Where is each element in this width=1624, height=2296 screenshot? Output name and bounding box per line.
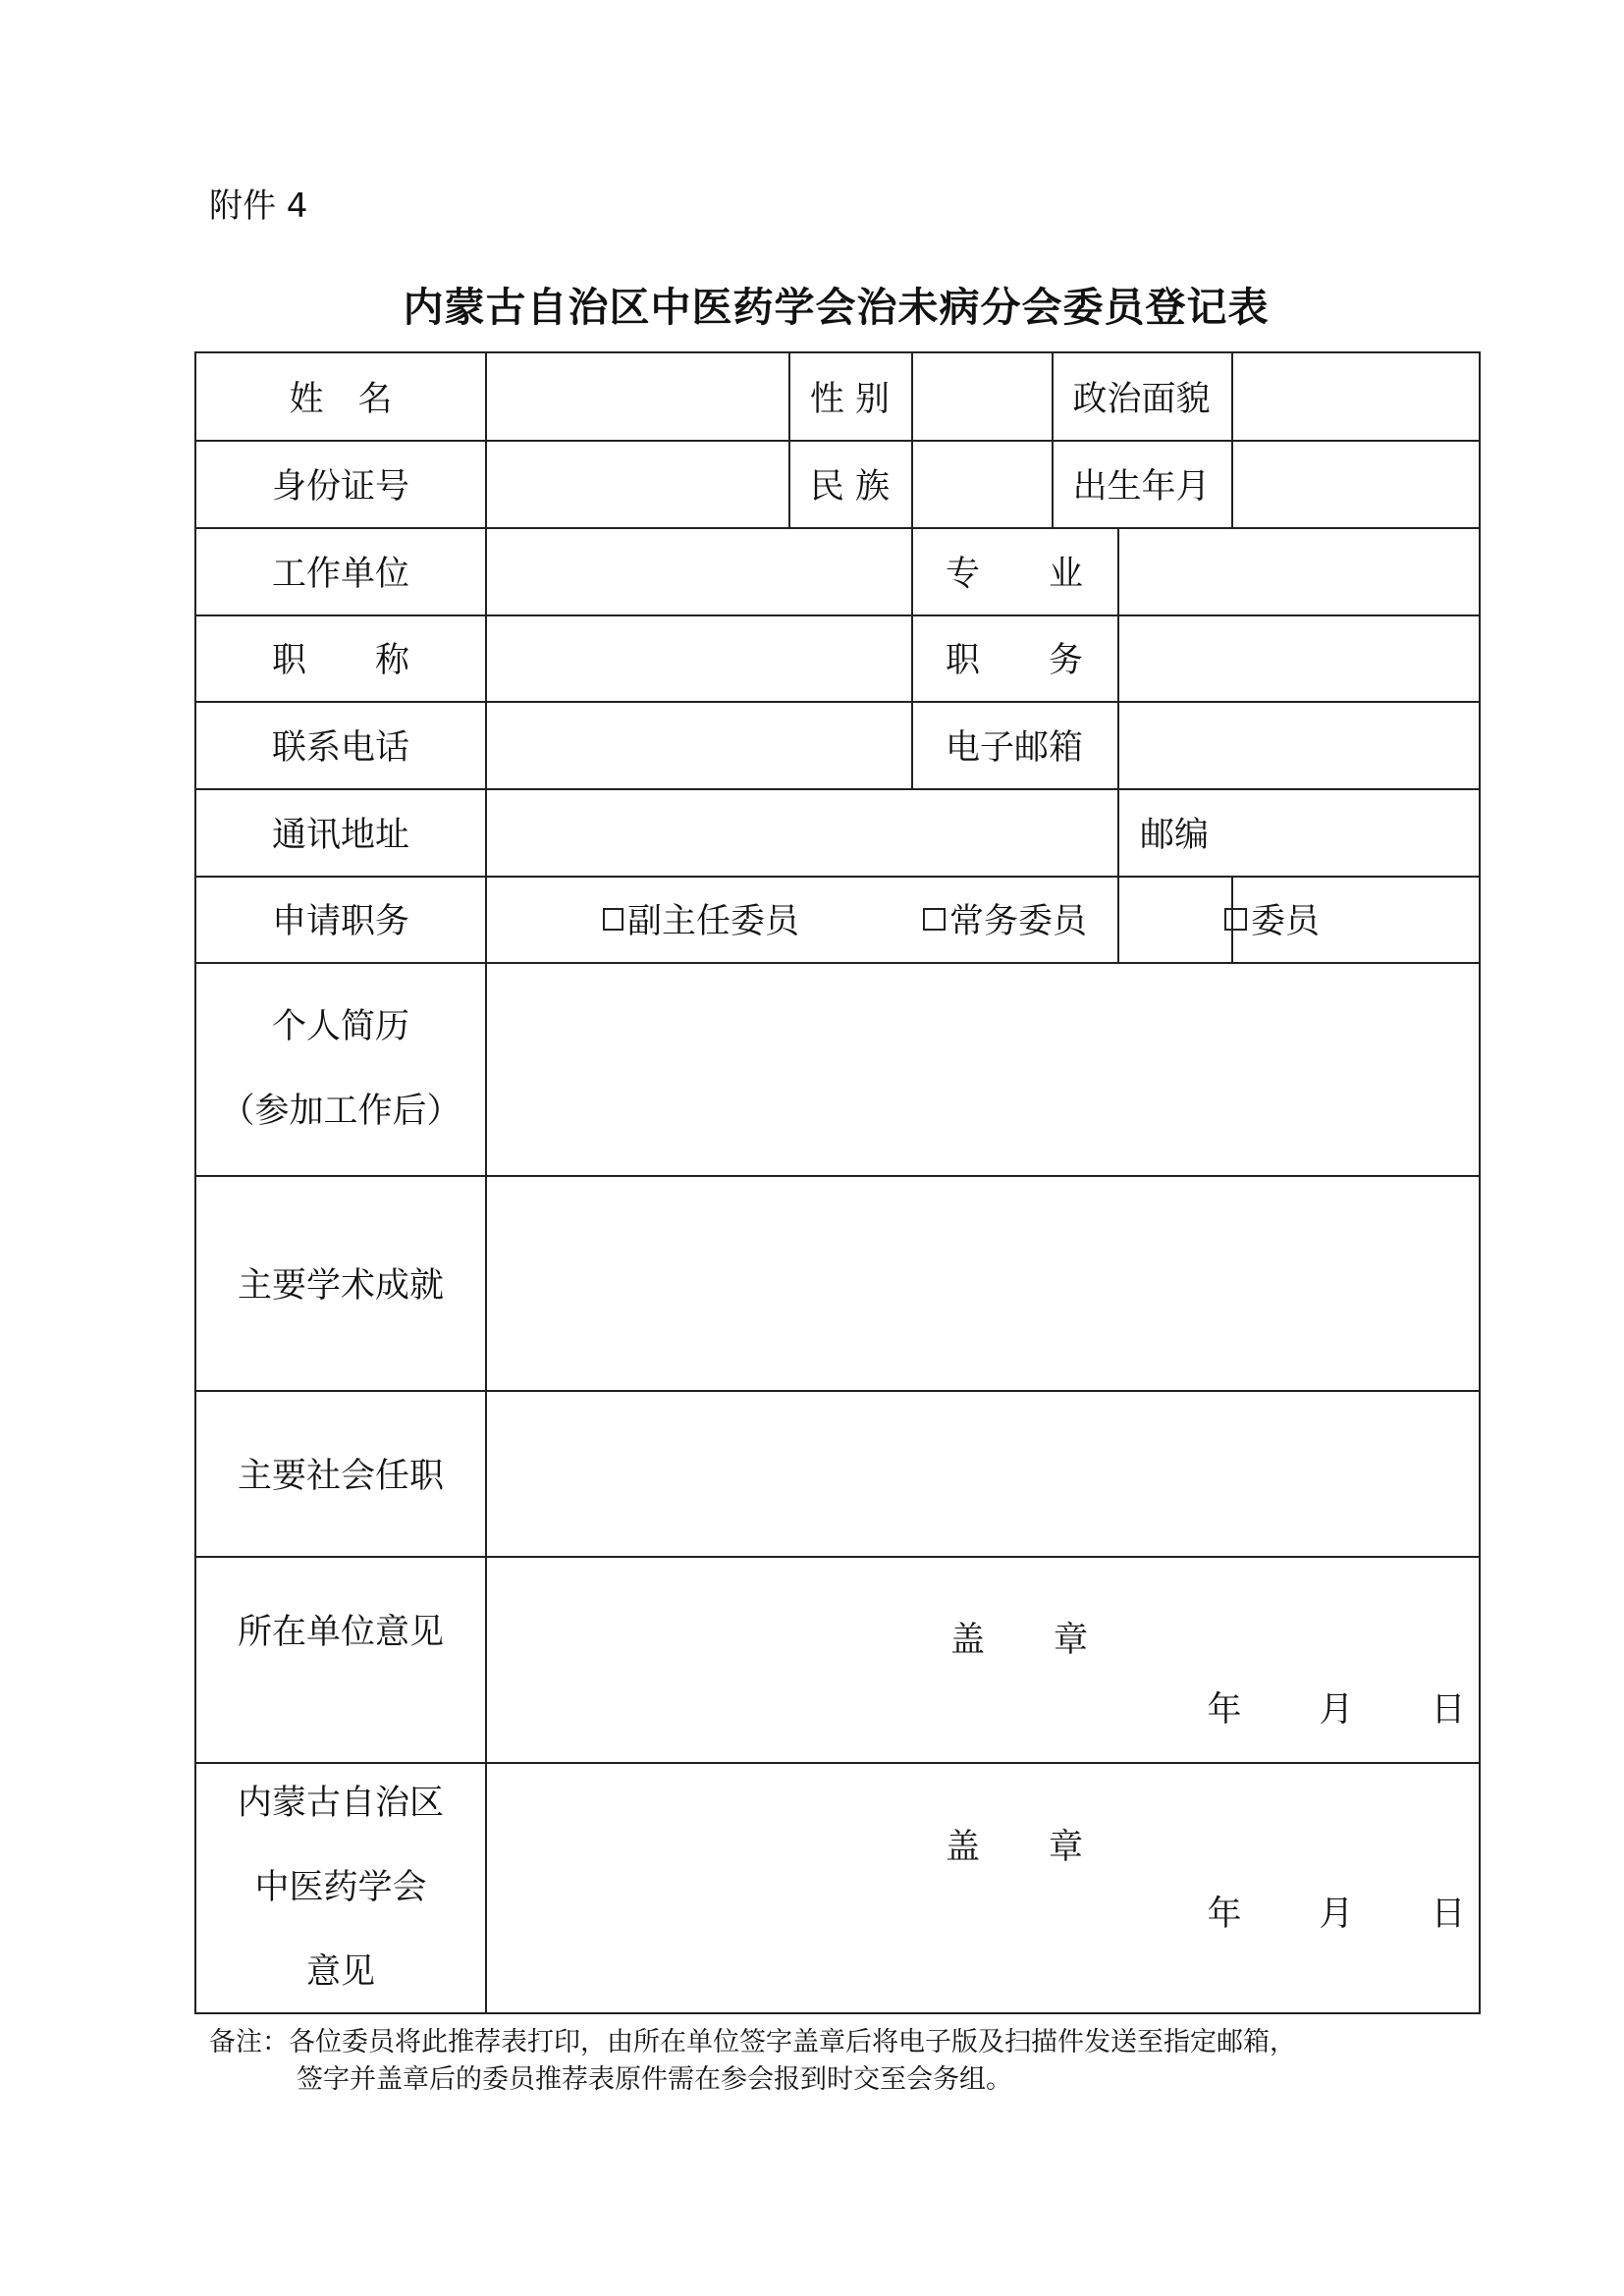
label-apply-position: 申请职务 — [271, 902, 409, 941]
label-work-unit: 工作单位 — [271, 554, 409, 594]
assoc-seal-label: 盖 章 — [946, 1828, 1084, 1867]
unit-date-month: 月 — [1319, 1690, 1354, 1730]
label-phone: 联系电话 — [271, 727, 409, 768]
form-title: 内蒙古自治区中医药学会治未病分会委员登记表 — [403, 284, 1270, 331]
assoc-date-month: 月 — [1319, 1895, 1354, 1934]
label-name: 姓 名 — [289, 380, 393, 419]
address-field[interactable] — [487, 790, 1115, 874]
label-id-number: 身份证号 — [271, 466, 409, 507]
option-standing-member[interactable] — [923, 876, 1119, 962]
label-address: 通讯地址 — [271, 815, 409, 855]
ethnicity-field[interactable] — [913, 442, 1050, 525]
label-title-rank: 职 称 — [271, 641, 409, 680]
label-resume — [196, 962, 485, 1175]
label-gender: 性 别 — [809, 380, 891, 419]
label-ethnicity: 民 族 — [809, 466, 891, 507]
phone-field[interactable] — [487, 703, 909, 786]
label-social-positions: 主要社会任职 — [237, 1456, 444, 1496]
label-postcode: 邮编 — [1139, 815, 1209, 855]
unit-date-year: 年 — [1207, 1690, 1242, 1730]
label-resume-line1: 个人简历 — [271, 1006, 409, 1046]
option-member[interactable] — [1224, 876, 1372, 962]
label-achievements: 主要学术成就 — [237, 1265, 444, 1306]
checkbox-icon[interactable] — [923, 908, 946, 931]
label-email: 电子邮箱 — [945, 727, 1083, 768]
label-assoc-line1: 内蒙古自治区 — [237, 1783, 444, 1823]
option-vice-director[interactable] — [603, 876, 799, 962]
assoc-date-year: 年 — [1207, 1895, 1242, 1934]
note-line2: 签字并盖章后的委员推荐表原件需在参会报到时交至会务组。 — [297, 2064, 1012, 2095]
social-positions-field[interactable] — [487, 1392, 1477, 1554]
achievements-field[interactable] — [487, 1177, 1477, 1388]
email-field[interactable] — [1119, 703, 1477, 786]
unit-date-day: 日 — [1431, 1690, 1466, 1730]
label-unit-opinion: 所在单位意见 — [237, 1613, 444, 1652]
label-birth: 出生年月 — [1072, 466, 1211, 507]
option-label: 常务委员 — [949, 902, 1088, 941]
label-assoc-line3: 意见 — [305, 1951, 375, 1992]
label-assoc-line2: 中医药学会 — [254, 1867, 427, 1907]
option-label: 副主任委员 — [626, 902, 799, 941]
attachment-label: 附件 4 — [209, 187, 308, 226]
political-field[interactable] — [1233, 355, 1477, 438]
duty-field[interactable] — [1119, 616, 1477, 699]
label-resume-line2: （参加工作后） — [220, 1091, 461, 1131]
note-line1: 备注：各位委员将此推荐表打印，由所在单位签字盖章后将电子版及扫描件发送至指定邮箱， — [209, 2027, 1296, 2057]
birth-field[interactable] — [1233, 442, 1477, 525]
id-number-field[interactable] — [487, 442, 786, 525]
label-duty: 职 务 — [945, 641, 1083, 680]
unit-seal-label: 盖 章 — [950, 1621, 1089, 1660]
checkbox-icon[interactable] — [1224, 908, 1247, 931]
option-label: 委员 — [1251, 902, 1321, 941]
registration-form — [194, 351, 1481, 2014]
work-unit-field[interactable] — [487, 529, 909, 613]
label-assoc-opinion — [196, 1762, 485, 2012]
label-major: 专 业 — [945, 554, 1083, 594]
postcode-field[interactable] — [1233, 790, 1477, 874]
gender-field[interactable] — [913, 355, 1050, 438]
assoc-date-day: 日 — [1431, 1895, 1466, 1934]
name-field[interactable] — [487, 355, 786, 438]
title-rank-field[interactable] — [487, 616, 909, 699]
resume-field[interactable] — [487, 964, 1477, 1173]
major-field[interactable] — [1119, 529, 1477, 613]
label-political: 政治面貌 — [1072, 380, 1211, 419]
checkbox-icon[interactable] — [603, 908, 623, 931]
